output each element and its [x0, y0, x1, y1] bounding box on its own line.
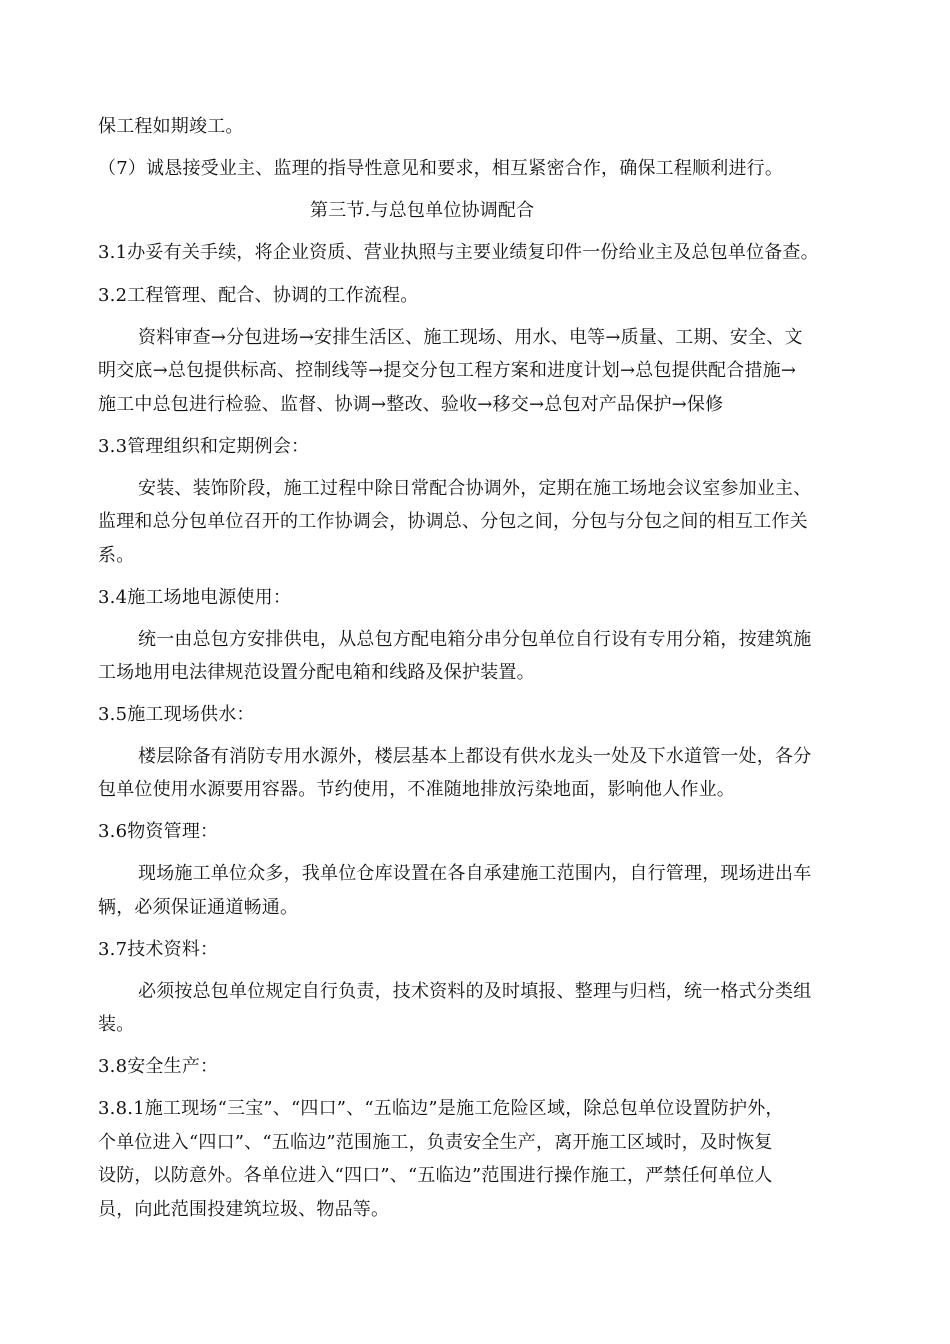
text-line-continuation: 保工程如期竣工。 — [98, 116, 244, 137]
clause-3-6-line-2: 辆，必须保证通道畅通。 — [98, 897, 299, 918]
clause-3-8-1-line-3: 设防，以防意外。各单位进入“四口”、“五临边”范围进行操作施工，严禁任何单位人 — [98, 1165, 773, 1186]
workflow-line-1: 资料审查→分包进场→安排生活区、施工现场、用水、电等→质量、工期、安全、文 — [138, 327, 803, 348]
clause-3-4-heading: 3.4施工场地电源使用： — [98, 587, 292, 608]
clause-3-3-line-2: 监理和总分包单位召开的工作协调会，协调总、分包之间，分包与分包之间的相互工作关 — [98, 511, 808, 532]
clause-3-2-heading: 3.2工程管理、配合、协调的工作流程。 — [98, 285, 419, 306]
clause-3-5-heading: 3.5施工现场供水： — [98, 704, 255, 725]
clause-3-5-line-2: 包单位使用水源要用容器。节约使用，不准随地排放污染地面，影响他人作业。 — [98, 779, 735, 800]
clause-3-1: 3.1办妥有关手续，将企业资质、营业执照与主要业绩复印件一份给业主及总包单位备查。 — [98, 242, 819, 263]
workflow-line-2: 明交底→总包提供标高、控制线等→提交分包工程方案和进度计划→总包提供配合措施→ — [98, 360, 797, 381]
clause-3-4-line-2: 工场地用电法律规范设置分配电箱和线路及保护装置。 — [98, 662, 535, 683]
text-line-item-7: （7）诚恳接受业主、监理的指导性意见和要求，相互紧密合作，确保工程顺利进行。 — [98, 158, 784, 179]
clause-3-6-heading: 3.6物资管理： — [98, 821, 219, 842]
section-heading: 第三节.与总包单位协调配合 — [310, 200, 535, 221]
clause-3-8-1-line-2: 个单位进入“四口”、“五临边”范围施工，负责安全生产，离开施工区域时，及时恢复 — [98, 1132, 773, 1153]
clause-3-6-line-1: 现场施工单位众多，我单位仓库设置在各自承建施工范围内，自行管理，现场进出车 — [138, 863, 812, 884]
clause-3-7-line-1: 必须按总包单位规定自行负责，技术资料的及时填报、整理与归档，统一格式分类组 — [138, 981, 812, 1002]
clause-3-7-heading: 3.7技术资料： — [98, 939, 219, 960]
clause-3-3-heading: 3.3管理组织和定期例会： — [98, 436, 310, 457]
clause-3-5-line-1: 楼层除备有消防专用水源外，楼层基本上都设有供水龙头一处及下水道管一处，各分 — [138, 746, 812, 767]
clause-3-8-1-line-1: 3.8.1施工现场“三宝”、“四口”、“五临边”是施工危险区域，除总包单位设置防护外， — [98, 1098, 784, 1119]
clause-3-4-line-1: 统一由总包方安排供电，从总包方配电箱分串分包单位自行设有专用分箱，按建筑施 — [138, 629, 812, 650]
clause-3-7-line-2: 装。 — [98, 1014, 135, 1035]
workflow-line-3: 施工中总包进行检验、监督、协调→整改、验收→移交→总包对产品保护→保修 — [98, 394, 724, 415]
clause-3-8-heading: 3.8安全生产： — [98, 1056, 219, 1077]
clause-3-8-1-line-4: 员，向此范围投建筑垃圾、物品等。 — [98, 1199, 390, 1220]
clause-3-3-line-3: 系。 — [98, 545, 135, 566]
clause-3-3-line-1: 安装、装饰阶段，施工过程中除日常配合协调外，定期在施工场地会议室参加业主、 — [138, 478, 812, 499]
